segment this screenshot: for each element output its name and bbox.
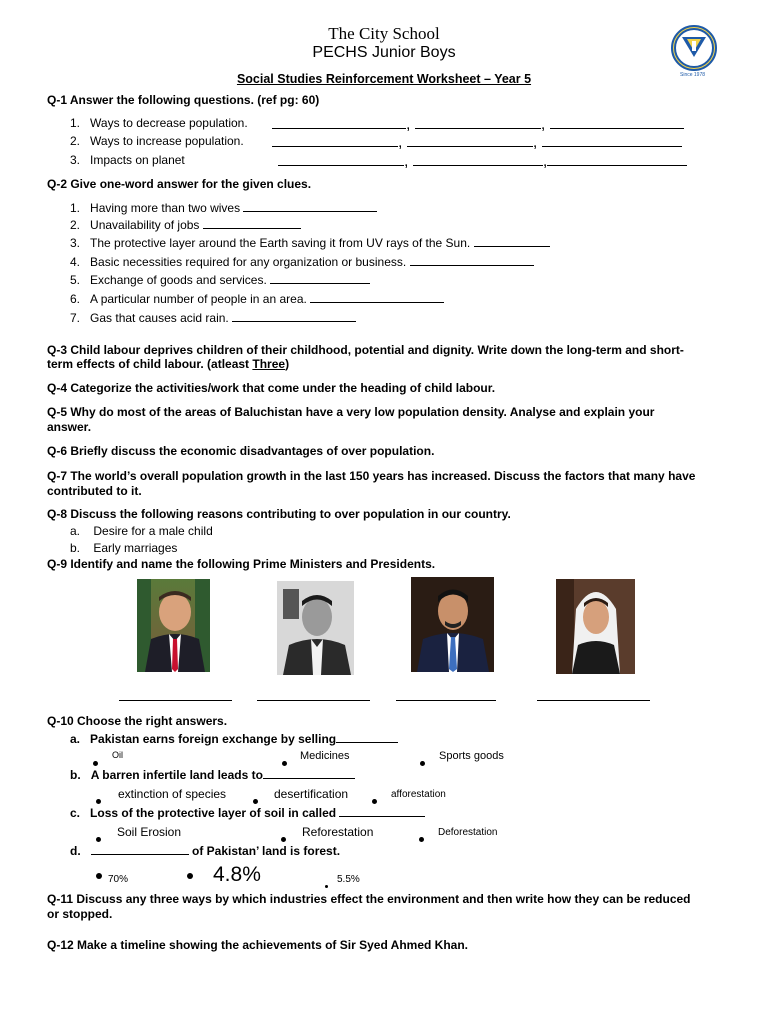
q10-c-stem: c. Loss of the protective layer of soil in called (70, 806, 425, 821)
q10-b-option-1[interactable]: extinction of species (118, 787, 227, 801)
q2-heading: Q-2 Give one-word answer for the given clues. (47, 177, 312, 191)
portrait-photo-2 (277, 581, 354, 675)
q5-heading-line1: Q-5 Why do most of the areas of Baluchistan have a very low population density. Analyse and explain your (47, 405, 655, 419)
q10-a-option-3[interactable]: Sports goods (439, 750, 504, 762)
q10-d-option-3[interactable]: 5.5% (337, 874, 360, 885)
answer-blank[interactable] (263, 768, 355, 779)
q10-b-stem: b. A barren infertile land leads to (70, 768, 355, 783)
answer-blank[interactable] (243, 201, 377, 212)
q2-item-5: 5. Exchange of goods and services. (70, 273, 370, 287)
q10-d-stem: d. of Pakistan’ land is forest. (70, 844, 341, 858)
q10-d-bullet-3 (325, 875, 328, 893)
q10-c-option-3[interactable]: Deforestation (438, 827, 498, 838)
answer-blank[interactable] (310, 292, 444, 303)
school-name: The City School (328, 24, 440, 43)
q10-c-bullet-3 (419, 829, 424, 847)
q2-item-1: 1. Having more than two wives (70, 201, 377, 215)
answer-blank[interactable] (270, 273, 370, 284)
answer-blank[interactable] (336, 732, 398, 743)
q5-heading-line2: answer. (47, 420, 92, 434)
q10-b-option-2[interactable]: desertification (274, 787, 349, 801)
answer-blank[interactable] (410, 255, 534, 266)
school-logo (671, 25, 717, 71)
q10-b-option-3[interactable]: afforestation (391, 789, 446, 800)
portrait-photo-1 (137, 579, 210, 672)
q1-item-1: 1. Ways to decrease population. (70, 116, 248, 130)
q8-heading: Q-8 Discuss the following reasons contributing to over population in our country. (47, 507, 511, 521)
logo-caption: Since 1978 (680, 72, 706, 78)
q8-item-b: b. Early marriages (70, 541, 178, 555)
answer-blank[interactable] (203, 218, 301, 229)
q10-a-bullet-3 (420, 753, 425, 771)
answer-blank[interactable] (232, 311, 356, 322)
answer-blank[interactable] (474, 236, 550, 247)
q10-a-option-2[interactable]: Medicines (300, 750, 350, 762)
answer-blank[interactable] (91, 844, 189, 855)
q10-d-option-2[interactable]: 4.8% (213, 863, 261, 886)
q3-heading-line2: term effects of child labour. (atleast Three) (47, 357, 290, 371)
q2-item-6: 6. A particular number of people in an area. (70, 292, 444, 306)
q4-heading: Q-4 Categorize the activities/work that come under the heading of child labour. (47, 381, 496, 395)
q10-a-option-1[interactable]: Oil (112, 750, 123, 760)
q10-d-bullet-1 (96, 866, 102, 884)
branch-name: PECHS Junior Boys (312, 44, 456, 61)
q1-heading: Q-1 Answer the following questions. (ref pg: 60) (47, 93, 320, 107)
q10-a-stem: a. Pakistan earns foreign exchange by selling (70, 732, 398, 747)
q11-heading-line1: Q-11 Discuss any three ways by which industries effect the environment and then write how they can be reduced (47, 892, 691, 906)
q8-item-a: a. Desire for a male child (70, 524, 213, 538)
q2-item-4: 4. Basic necessities required for any organization or business. (70, 255, 534, 269)
answer-blank[interactable] (339, 806, 425, 817)
q9-heading: Q-9 Identify and name the following Prime Ministers and Presidents. (47, 557, 436, 571)
portrait-photo-3 (411, 577, 494, 672)
q1-item-2: 2. Ways to increase population. (70, 134, 244, 148)
portrait-photo-4 (556, 579, 635, 674)
q1-item-3: 3. Impacts on planet (70, 153, 185, 167)
q6-heading: Q-6 Briefly discuss the economic disadvantages of over population. (47, 444, 435, 458)
q2-item-3: 3. The protective layer around the Earth saving it from UV rays of the Sun. (70, 236, 550, 250)
photo-2-name-blank[interactable] (257, 700, 370, 701)
q10-d-option-1[interactable]: 70% (108, 874, 129, 885)
q2-item-7: 7. Gas that causes acid rain. (70, 311, 356, 325)
photo-4-name-blank[interactable] (537, 700, 650, 701)
q3-heading-line1: Q-3 Child labour deprives children of their childhood, potential and dignity. Write down the long-term and short- (47, 343, 684, 357)
q10-heading: Q-10 Choose the right answers. (47, 714, 228, 728)
q1-item-2-blanks[interactable]: , , (272, 134, 682, 152)
q10-c-option-2[interactable]: Reforestation (302, 825, 374, 839)
q7-heading-line2: contributed to it. (47, 484, 142, 498)
worksheet-title: Social Studies Reinforcement Worksheet – Year 5 (236, 72, 532, 86)
q1-item-3-blanks[interactable]: , , (278, 153, 687, 171)
photo-1-name-blank[interactable] (119, 700, 232, 701)
q10-c-option-1[interactable]: Soil Erosion (117, 825, 182, 839)
q2-item-2: 2. Unavailability of jobs (70, 218, 301, 232)
q12-heading: Q-12 Make a timeline showing the achievements of Sir Syed Ahmed Khan. (47, 938, 469, 952)
q1-item-1-blanks[interactable]: , , (272, 116, 684, 134)
q7-heading-line1: Q-7 The world’s overall population growth in the last 150 years has increased. Discuss the factors that many have (47, 469, 696, 483)
q11-heading-line2: or stopped. (47, 907, 113, 921)
q10-d-bullet-2 (187, 866, 193, 884)
photo-3-name-blank[interactable] (396, 700, 496, 701)
